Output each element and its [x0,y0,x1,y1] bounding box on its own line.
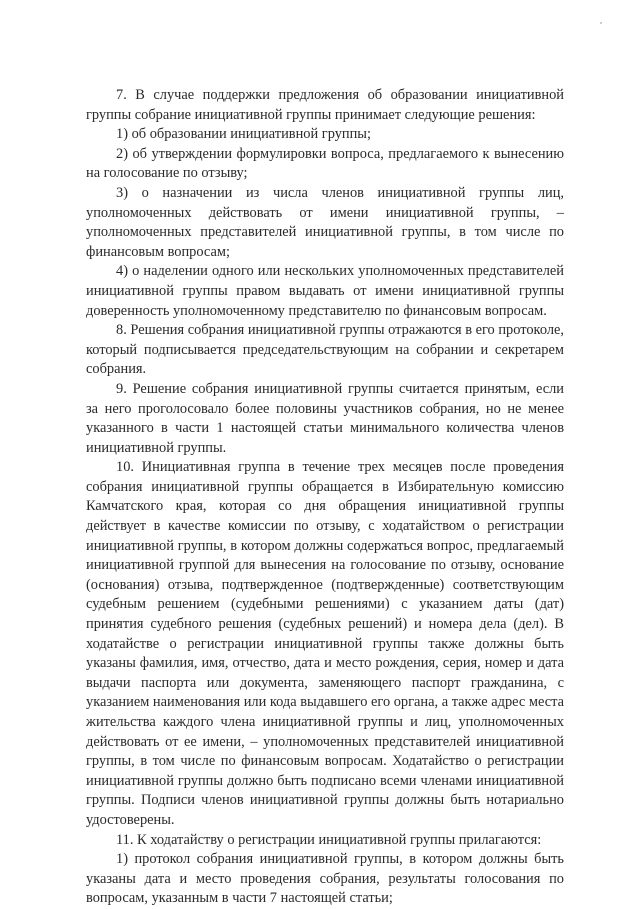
paragraph-8: 8. Решения собрания инициативной группы отражаются в его протоколе, который подписывается председательствующим на собрании и секретарем собрания. [86,322,564,378]
paragraph-7: 7. В случае поддержки предложения об образовании инициативной группы собрание инициативной группы принимает следующие решения: [86,87,564,123]
paragraph-7-item-1: 1) об образовании инициативной группы; [116,126,371,143]
paragraph-11-item-1: 1) протокол собрания инициативной группы, в котором должны быть указаны дата и место проведения собрания, результаты голосования по вопросам, указанным в части 7 настоящей статьи; [86,851,564,907]
paragraph-10: 10. Инициативная группа в течение трех месяцев после проведения собрания инициативной группы обращается в Избирательную комиссию Камчатского края, которая со дня обращения инициативной группы действует в качестве комиссии по отзыву, с ходатайством о регистрации инициативной группы, в котором должны содержаться вопрос, предлагаемый инициативной группой для вынесения на голосование по отзыву, основание (основания) отзыва, подтвержденное (подтвержденные) соответствующим судебным решением (судебными решениями) с указанием даты (дат) принятия судебного решения (судебных решений) и номера дела (дел). В ходатайстве о регистрации инициативной группы также должны быть указаны фамилия, имя, отчество, дата и место рождения, серия, номер и дата выдачи паспорта или документа, заменяющего паспорт гражданина, с указанием наименования или кода выдавшего его органа, а также адрес места жительства каждого члена инициативной группы и лиц, уполномоченных действовать от ее имени, – уполномоченных представителей инициативной группы, в том числе по финансовым вопросам. Ходатайство о регистрации инициативной группы должно быть подписано всеми членами инициативной группы. Подписи членов инициативной группы должны быть нотариально удостоверены. [86,459,564,828]
paragraph-9: 9. Решение собрания инициативной группы считается принятым, если за него проголосовало более половины участников собрания, но не менее указанного в части 1 настоящей статьи минимального количества членов инициативной группы. [86,380,564,456]
paragraph-7-item-3: 3) о назначении из числа членов инициативной группы лиц, уполномоченных действовать от имени инициативной группы, – уполномоченных представителей инициативной группы, в том числе по финансовым вопросам; [86,184,564,260]
paragraph-7-item-4: 4) о наделении одного или нескольких уполномоченных представителей инициативной группы правом выдавать от имени инициативной группы доверенность уполномоченному представителю по финансовым вопросам. [86,263,564,319]
scan-speck [600,22,602,24]
paragraph-7-item-2: 2) об утверждении формулировки вопроса, предлагаемого к вынесению на голосование по отзыву; [86,145,564,182]
document-body [86,86,564,909]
paragraph-11: 11. К ходатайству о регистрации инициативной группы прилагаются: [116,831,542,848]
